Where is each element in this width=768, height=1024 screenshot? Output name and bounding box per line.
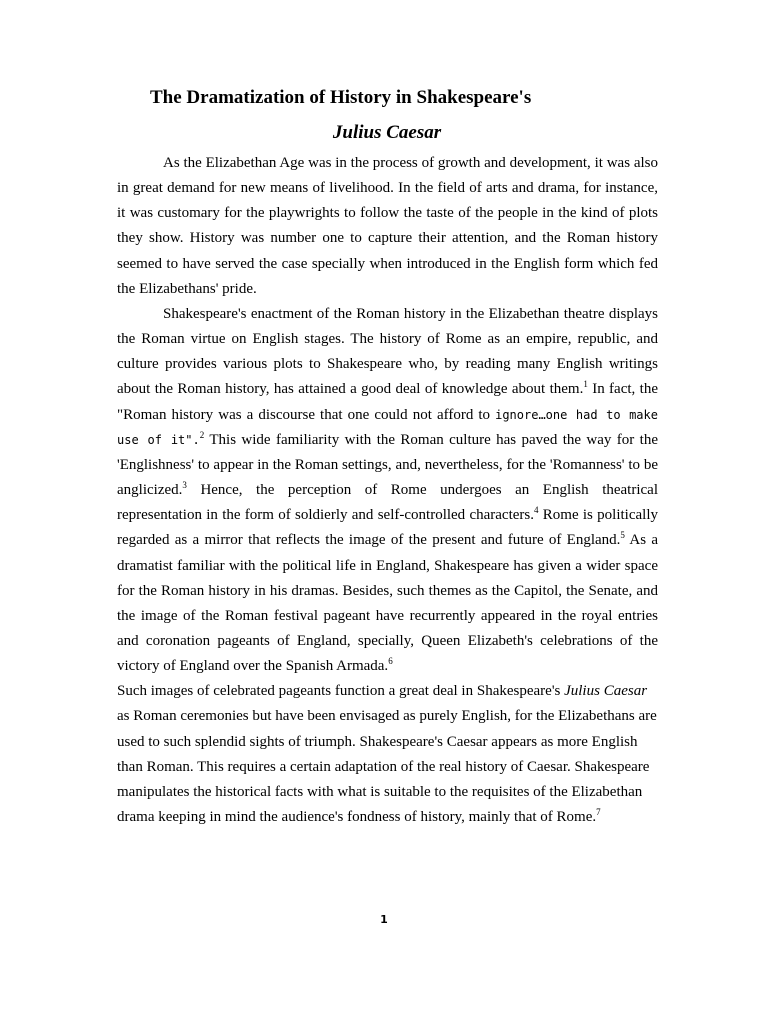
- footnote-ref-7[interactable]: 7: [596, 807, 601, 818]
- paragraph-3-play-title: Julius Caesar: [564, 683, 648, 700]
- play-title: Julius Caesar: [332, 122, 442, 143]
- footnote-ref-1[interactable]: 1: [583, 379, 588, 390]
- document-title: The Dramatization of History in Shakespeare's: [150, 87, 532, 108]
- footnote-ref-3[interactable]: 3: [182, 480, 187, 491]
- document-body: [117, 151, 658, 830]
- paragraph-3-text-a: Such images of celebrated pageants function a great deal in Shakespeare's: [117, 683, 565, 700]
- document-subtitle: [117, 121, 657, 145]
- paragraph-2: [117, 302, 658, 679]
- footnote-ref-6[interactable]: 6: [388, 656, 393, 667]
- paragraph-2-text-e: Rome is politically regarded as a mirror that reflects the image of the present and future of England.: [117, 507, 658, 549]
- paragraph-2-text-a: Shakespeare's enactment of the Roman history in the Elizabethan theatre displays the Roman virtue on English stages. The history of Rome as an empire, republic, and culture provides various plots to Shakespeare who, by reading many English writings about the Roman history, has attained a good deal of knowledge about them.: [117, 305, 658, 398]
- footnote-ref-2[interactable]: 2: [199, 429, 205, 440]
- paragraph-2-text-d: Hence, the perception of Rome undergoes an English theatrical representation in the form of soldierly and self-controlled characters.: [117, 482, 658, 524]
- paragraph-3: [117, 679, 658, 830]
- footnote-ref-5[interactable]: 5: [620, 530, 625, 541]
- paragraph-3-text-b: as Roman ceremonies but have been envisaged as purely English, for the Elizabethans are used to such splendid sights of triumph. Shakespeare's Caesar appears as more English than Roman. This requires a certain adaptation of the real history of Caesar. Shakespeare manipulates the historical facts with what is suitable to the requisites of the Elizabethan drama keeping in mind the audience's fondness of history, mainly that of Rome.: [117, 708, 657, 826]
- footnote-ref-4[interactable]: 4: [534, 505, 539, 516]
- page-number: 1: [380, 913, 388, 926]
- paragraph-2-text-b: In fact, the "Roman history was a discourse that one could not afford to: [117, 381, 658, 423]
- paragraph-2-quote: ignore…one had to make use of it".: [117, 407, 658, 447]
- paragraph-1: As the Elizabethan Age was in the process of growth and development, it was also in great demand for new means of livelihood. In the field of arts and drama, for instance, it was customary for the playwrights to follow the taste of the people in the kind of plots they show. History was number one to capture their attention, and the Roman history seemed to have served the case specially when introduced in the English form which fed the Elizabethans' pride.: [117, 155, 658, 297]
- paragraph-2-text-f: As a dramatist familiar with the political life in England, Shakespeare has given a wider space for the Roman history in his dramas. Besides, such themes as the Capitol, the Senate, and the image of the Roman festival pageant have recurrently appeared in the royal entries and coronation pageants of England, specially, Queen Elizabeth's celebrations of the victory of England over the Spanish Armada.: [117, 532, 658, 675]
- paragraph-2-text-c: This wide familiarity with the Roman culture has paved the way for the 'Englishness' to appear in the Roman settings, and, nevertheless, for the 'Romanness' to be anglicized.: [117, 431, 658, 499]
